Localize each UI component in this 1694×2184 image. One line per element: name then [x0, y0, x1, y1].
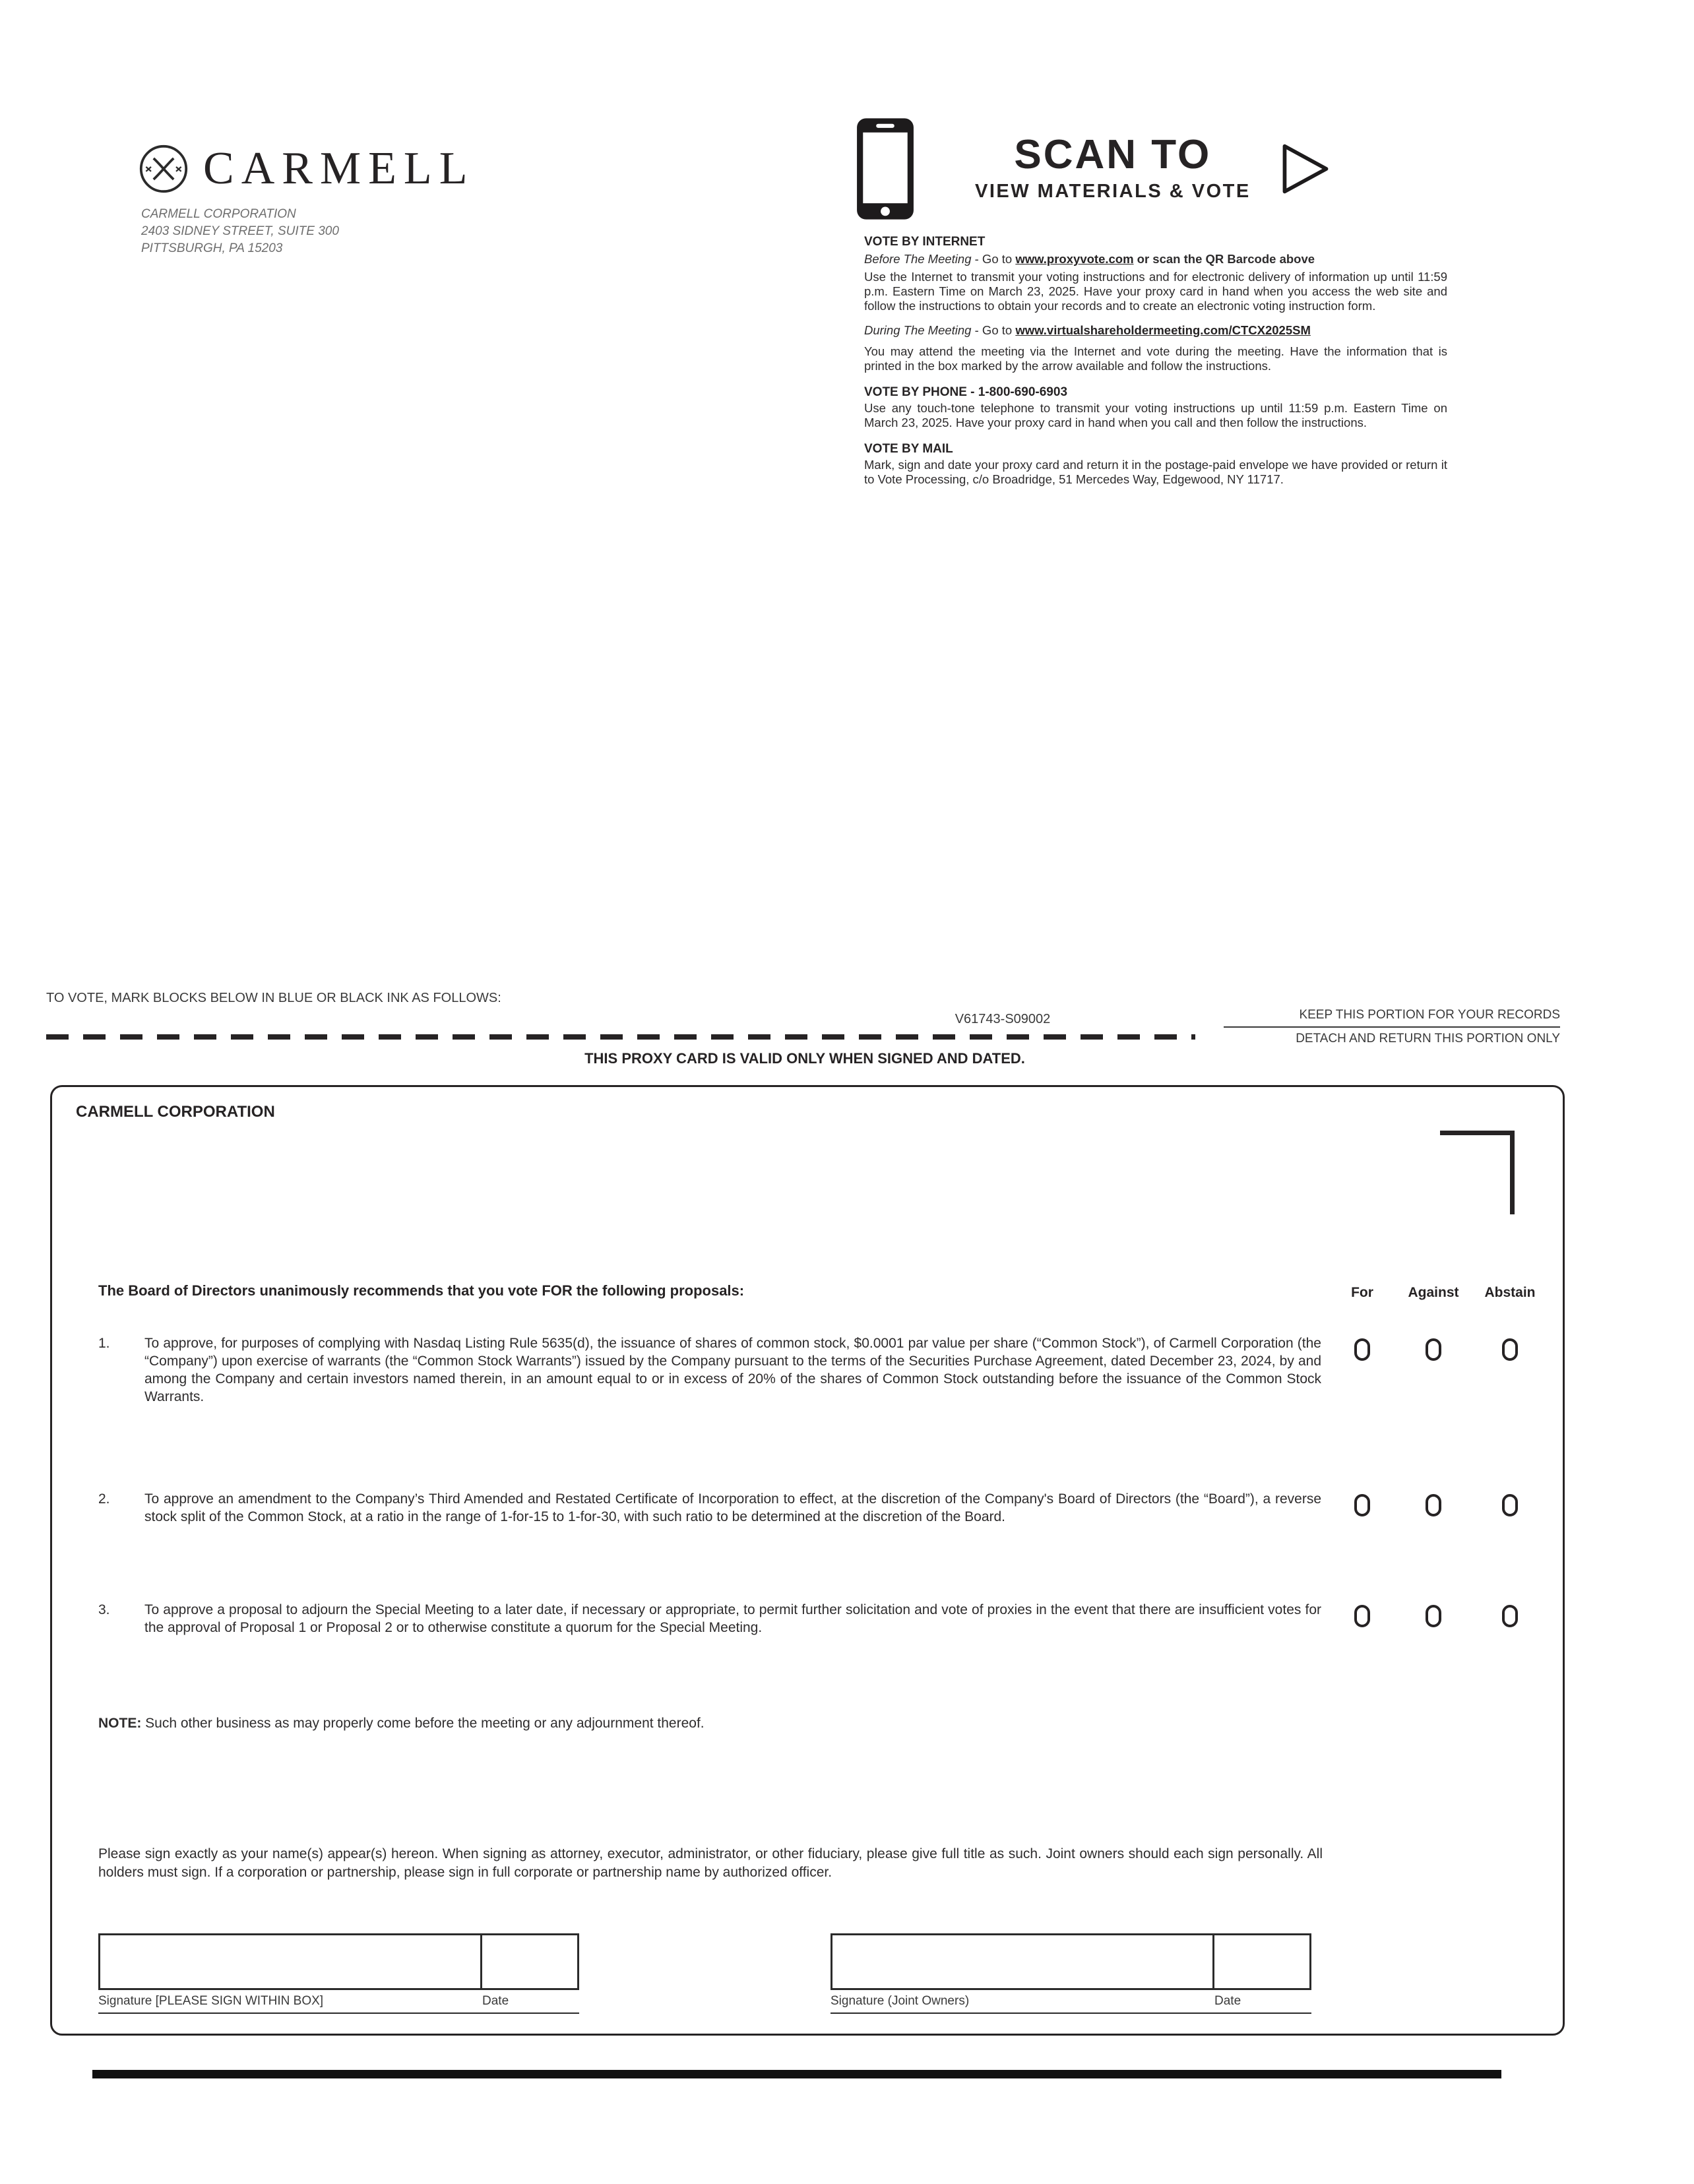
date-label: Date [482, 1994, 509, 2008]
proposal-3-abstain-checkbox[interactable] [1502, 1605, 1518, 1627]
vote-by-internet-title: VOTE BY INTERNET [864, 235, 986, 249]
company-wordmark: CARMELL [203, 143, 475, 194]
address-line-1: CARMELL CORPORATION [141, 207, 296, 221]
keep-portion-block [1224, 1008, 1560, 1046]
signature-group-primary [98, 1933, 579, 2014]
vote-by-mail-title: VOTE BY MAIL [864, 442, 953, 456]
signature-joint-label: Signature (Joint Owners) [831, 1994, 970, 2008]
scan-title: SCAN TO [1014, 132, 1212, 177]
proposal-3-number: 3. [98, 1602, 110, 1617]
before-meeting-suffix: or scan the QR Barcode above [1133, 252, 1315, 266]
company-address [141, 206, 474, 257]
voting-instructions [864, 235, 1447, 487]
column-header-abstain: Abstain [1484, 1285, 1536, 1300]
proposal-2-text: To approve an amendment to the Company’s Third Amended and Restated Certificate of Incorporation to effect, at the discretion of the Company's Board of Directors (the “Board”), a reverse stock split of the Common Stock, at a ratio in the range of 1-for-15 to 1-for-30, with such ratio to be determined at the discretion of the Board. [144, 1491, 1321, 1524]
signature-box-joint[interactable] [831, 1933, 1214, 1990]
proposal-1-number: 1. [98, 1336, 110, 1351]
internet-body-1: Use the Internet to transmit your voting instructions and for electronic delivery of information up until 11:59 p.m. Eastern Time on March 23, 2025. Have your proxy card in hand when you access the web site and follow the instructions to obtain your records and to create an electronic voting instruction form. [864, 270, 1447, 313]
other-business-note [98, 1714, 1325, 1732]
scan-text-block [975, 132, 1251, 203]
valid-when-signed-note: THIS PROXY CARD IS VALID ONLY WHEN SIGNED AND DATED. [584, 1050, 1025, 1067]
proxy-card-box [50, 1085, 1565, 2036]
mark-blocks-instruction: TO VOTE, MARK BLOCKS BELOW IN BLUE OR BLACK INK AS FOLLOWS: [46, 991, 501, 1005]
arrow-right-icon [1277, 140, 1334, 197]
signature-group-joint [831, 1933, 1311, 2014]
logo-row [139, 144, 474, 194]
column-header-against: Against [1408, 1285, 1459, 1300]
proposal-1-abstain-checkbox[interactable] [1502, 1338, 1518, 1361]
column-header-for: For [1351, 1285, 1373, 1300]
internet-body-2: You may attend the meeting via the Internet and vote during the meeting. Have the information that is printed in the box marked by the arrow available and follow the instructions. [864, 344, 1447, 373]
before-meeting-goto: - Go to [971, 252, 1016, 266]
proposal-2-number: 2. [98, 1491, 110, 1507]
during-meeting-goto: - Go to [971, 323, 1016, 337]
proposal-2-for-checkbox[interactable] [1354, 1494, 1370, 1516]
board-recommendation: The Board of Directors unanimously recommends that you vote FOR the following proposals: [98, 1282, 745, 1299]
keep-portion-text: KEEP THIS PORTION FOR YOUR RECORDS [1224, 1008, 1560, 1028]
note-text: Such other business as may properly come before the meeting or any adjournment thereof. [141, 1716, 705, 1731]
signature-labels-primary [98, 1994, 579, 2014]
during-meeting-line [864, 323, 1447, 338]
scan-subtitle: VIEW MATERIALS & VOTE [975, 181, 1251, 202]
date-box-joint[interactable] [1212, 1933, 1311, 1990]
phone-body: Use any touch-tone telephone to transmit your voting instructions up until 11:59 p.m. Eastern Time on March 23, 2025. Have your proxy card in hand when you call and then follow the instructions. [864, 401, 1447, 429]
proposal-3-against-checkbox[interactable] [1426, 1605, 1441, 1627]
scan-to-vote-banner [855, 111, 1495, 226]
vote-by-phone-title: VOTE BY PHONE - 1-800-690-6903 [864, 385, 1068, 399]
proposal-2-abstain-checkbox[interactable] [1502, 1494, 1518, 1516]
proposal-2-against-checkbox[interactable] [1426, 1494, 1441, 1516]
signature-boxes-joint [831, 1933, 1311, 1990]
virtual-meeting-link[interactable]: www.virtualshareholdermeeting.com/CTCX2025SM [1015, 323, 1311, 337]
detach-dashed-line [46, 1034, 1195, 1040]
signature-boxes-primary [98, 1933, 579, 1990]
card-company-name: CARMELL CORPORATION [76, 1103, 275, 1121]
proposal-1-against-checkbox[interactable] [1426, 1338, 1441, 1361]
print-alignment-bar [92, 2070, 1501, 2078]
before-meeting-line [864, 251, 1447, 266]
note-label: NOTE: [98, 1716, 142, 1731]
proxyvote-link[interactable]: www.proxyvote.com [1015, 252, 1134, 266]
proposal-3-for-checkbox[interactable] [1354, 1605, 1370, 1627]
carmell-logo-icon [139, 144, 189, 194]
signature-box[interactable] [98, 1933, 482, 1990]
proposal-3-text: To approve a proposal to adjourn the Special Meeting to a later date, if necessary or appropriate, to permit further solicitation and vote of proxies in the event that there are insufficient votes for the approval of Proposal 1 or Proposal 2 or to otherwise constitute a quorum for the Special Meeting. [144, 1602, 1321, 1635]
mail-body: Mark, sign and date your proxy card and return it in the postage-paid envelope we have provided or return it to Vote Processing, c/o Broadridge, 51 Mercedes Way, Edgewood, NY 11717. [864, 458, 1447, 486]
during-meeting-label: During The Meeting [864, 323, 972, 337]
control-number: V61743-S09002 [955, 1012, 1051, 1026]
date-box[interactable] [480, 1933, 579, 1990]
address-line-3: PITTSBURGH, PA 15203 [141, 241, 283, 255]
date-joint-label: Date [1214, 1994, 1241, 2008]
before-meeting-label: Before The Meeting [864, 252, 972, 266]
signature-instructions: Please sign exactly as your name(s) appear(s) hereon. When signing as attorney, executor, administrator, or other fiduciary, please give full title as such. Joint owners should each sign personally. All holders must sign. If a corporation or partnership, please sign in full corporate or partnership name by authorized officer. [98, 1846, 1323, 1880]
smartphone-icon [855, 116, 916, 222]
corner-alignment-mark [1440, 1131, 1515, 1214]
signature-labels-joint [831, 1994, 1311, 2014]
signature-label: Signature [PLEASE SIGN WITHIN BOX] [98, 1994, 324, 2008]
proposal-1-for-checkbox[interactable] [1354, 1338, 1370, 1361]
proposal-1-text: To approve, for purposes of complying with Nasdaq Listing Rule 5635(d), the issuance of shares of common stock, $0.0001 par value per share (“Common Stock”), of Carmell Corporation (the “Company”) upon exercise of warrants (the “Common Stock Warrants”) issued by the Company pursuant to the terms of the Securities Purchase Agreement, dated December 23, 2024, by and among the Company and certain investors named therein, in an amount equal to or in excess of 20% of the shares of Common Stock outstanding before the issuance of the Common Stock Warrants. [144, 1336, 1321, 1404]
address-line-2: 2403 SIDNEY STREET, SUITE 300 [141, 224, 339, 238]
detach-portion-text: DETACH AND RETURN THIS PORTION ONLY [1296, 1032, 1560, 1045]
company-logo-block [139, 144, 474, 257]
